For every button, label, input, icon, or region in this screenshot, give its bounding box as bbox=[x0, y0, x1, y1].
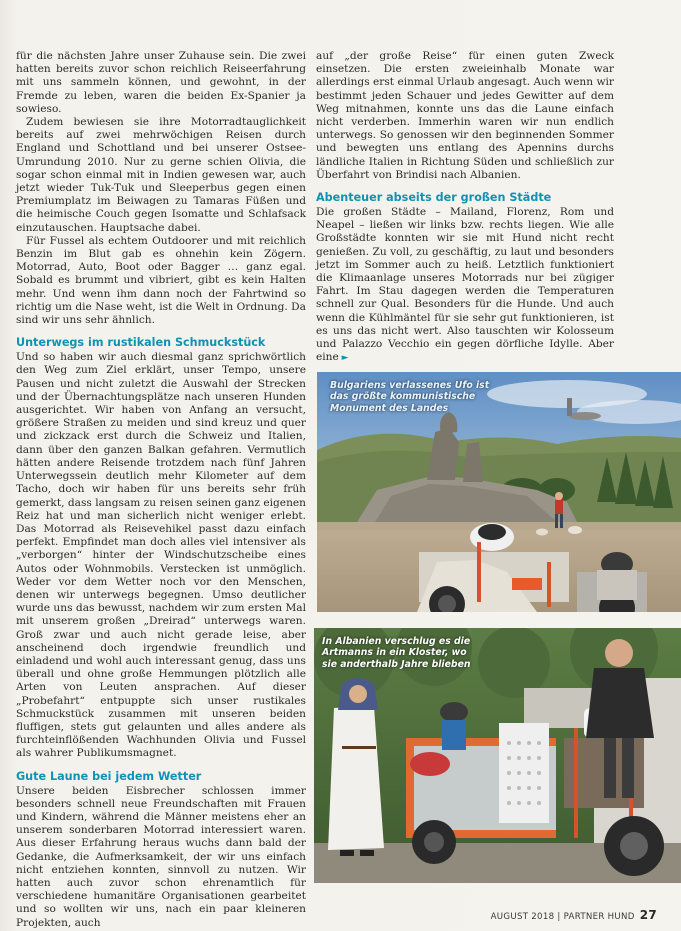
paragraph: Für Fussel als echtem Outdoorer und mit reichlich Benzin im Blut gab es ohnehin kein Zögern. Motorrad, Auto, Boot oder Bagger … ganz egal. Sobald es brummt und vibriert, gibt es kein Halten mehr. Und wenn ihm dann noch der Fahrtwind so richtig um die Nase weht, ist die Welt in Ordnung. Da sind wir uns sehr ähnlich. bbox=[16, 234, 306, 327]
paragraph: auf „der große Reise“ für einen guten Zweck einsetzen. Die ersten zweieinhalb Monate war allerdings erst einmal Urlaub angesagt. Auch wenn wir bestimmt jeden Schauer und jedes Gewitter auf dem Weg mitnahmen, konnte uns das die Laune einfach nicht verderben. Immerhin waren wir nun endlich unterwegs. So genossen wir den beginnenden Sommer und bewegten uns entlang des Apennins durchs ländliche Italien in Richtung Süden und schließlich zur Überfahrt von Brindisi nach Albanien. bbox=[316, 50, 614, 181]
section-heading: Gute Laune bei jedem Wetter bbox=[16, 769, 202, 783]
section-heading: Unterwegs im rustikalen Schmuckstück bbox=[16, 336, 266, 350]
issue-label: AUGUST 2018 | PARTNER HUND bbox=[490, 912, 635, 922]
page-footer bbox=[491, 908, 657, 922]
article-column-right bbox=[316, 50, 614, 365]
paragraph: Die großen Städte – Mailand, Florenz, Rom und Neapel – ließen wir links bzw. rechts liegen. Wie alle Großstädte konnten wir sie mit Hund nicht recht genießen. Zu voll, zu geschäftig, zu laut und besonders jetzt im Sommer auch zu heiß. Letztlich funktioniert die Klimaanlage unseres Motorrads nur bei zügiger Fahrt. Im Stau dagegen werden die Temperaturen schnell zur Qual. Besonders für die Hunde. Und auch wenn die Kühlmäntel für sie sehr gut funktionieren, ist es uns das nicht wert. Also tauschten wir Kolosseum und Palazzo Vecchio ein gegen dörfliche Idylle. Aber eine ► bbox=[316, 206, 614, 364]
paragraph: für die nächsten Jahre unser Zuhause sein. Die zwei hatten bereits zuvor schon reichlich Reiseerfahrung mit uns sammeln können, und gewohnt, in der Fremde zu leben, waren die beiden Ex-Spanier ja sowieso. bbox=[16, 50, 306, 115]
paragraph: Unsere beiden Eisbrecher schlossen immer besonders schnell neue Freundschaften mit Frauen und Kindern, während die Männer meistens eher an unserem sonderbaren Motorrad interessiert waren. Aus dieser Erfahrung heraus wuchs dann bald der Gedanke, die Aufmerksamkeit, der wir uns einfach nicht entziehen konnten, sinnvoll zu nutzen. Wir hatten auch zuvor schon ehrenamtlich für verschiedene humanitäre Organisationen gearbeitet und so wollten wir uns, nach ein paar kleineren Projekten, auch bbox=[16, 784, 306, 929]
section-heading: Abenteuer abseits der großen Städte bbox=[316, 191, 552, 205]
page-number: 27 bbox=[639, 908, 657, 922]
photo-caption-top: Bulgariens verlassenes Ufo ist das größte kommunistische Monument des Landes bbox=[330, 380, 490, 414]
photo-caption-bottom: In Albanien verschlug es die Artmanns in ein Kloster, wo sie anderthalb Jahre blieben bbox=[322, 636, 471, 670]
continue-arrow-icon: ► bbox=[338, 353, 349, 364]
paragraph: Und so haben wir auch diesmal ganz sprichwörtlich den Weg zum Ziel erklärt, unser Tempo, unsere Pausen und nicht zuletzt die Auswahl der Strecken und der Übernachtungsplätze nach unseren Hunden ausgerichtet. Wir haben von Anfang an versucht, größere Straßen zu meiden und sind kreuz und quer und zickzack erst durch die Schweiz und Italien, dann über den ganzen Balkan gefahren. Vermutlich hätten andere Reisende trotzdem nach fünf Jahren Unterwegssein deutlich mehr Kilometer auf dem Tacho, doch wir haben für uns bereits sehr früh gemerkt, dass langsam zu reisen seinen ganz eigenen Reiz hat und man sicherlich nicht weniger erlebt. Das Motorrad als Reisevehikel passt dazu einfach perfekt. Empfindet man doch alles viel intensiver als „verborgen“ hinter der Windschutzscheibe eines Autos oder Wohnmobils. Verstecken ist unmöglich. Weder vor dem Wetter noch vor den Menschen, denen wir unterwegs begegnen. Umso deutlicher wurde uns das bewusst, nachdem wir zum ersten Mal mit unserem großen „Dreirad“ unterwegs waren. Groß zwar und auch nicht gerade leise, aber anscheinend doch irgendwie freundlich und einladend und wohl auch interessant genug, dass uns überall und ohne große Hemmungen plötzlich alle Arten von Leuten ansprachen. Auf dieser „Probefahrt“ entpuppte sich unser rustikales Schmuckstück zusammen mit unseren beiden fluffigen, stets gut gelaunten und alles andere als furchteinflößenden Wachhunden Olivia und Fussel als wahrer Publikumsmagnet. bbox=[16, 351, 306, 760]
paragraph: Zudem bewiesen sie ihre Motorradtauglichkeit bereits auf zwei mehrwöchigen Reisen durch England und Schottland und bei unserer Ostsee-Umrundung 2010. Nur zu gerne schien Olivia, die sogar schon einmal mit in Indien gewesen war, auch jetzt wieder Tuk-Tuk und Sleeperbus gegen einen Premiumplatz im Beiwagen zu Tamaras Füßen und die heimische Couch gegen Isomatte und Schlafsack einzutauschen. Hauptsache dabei. bbox=[16, 116, 306, 234]
article-column-left bbox=[16, 50, 306, 930]
